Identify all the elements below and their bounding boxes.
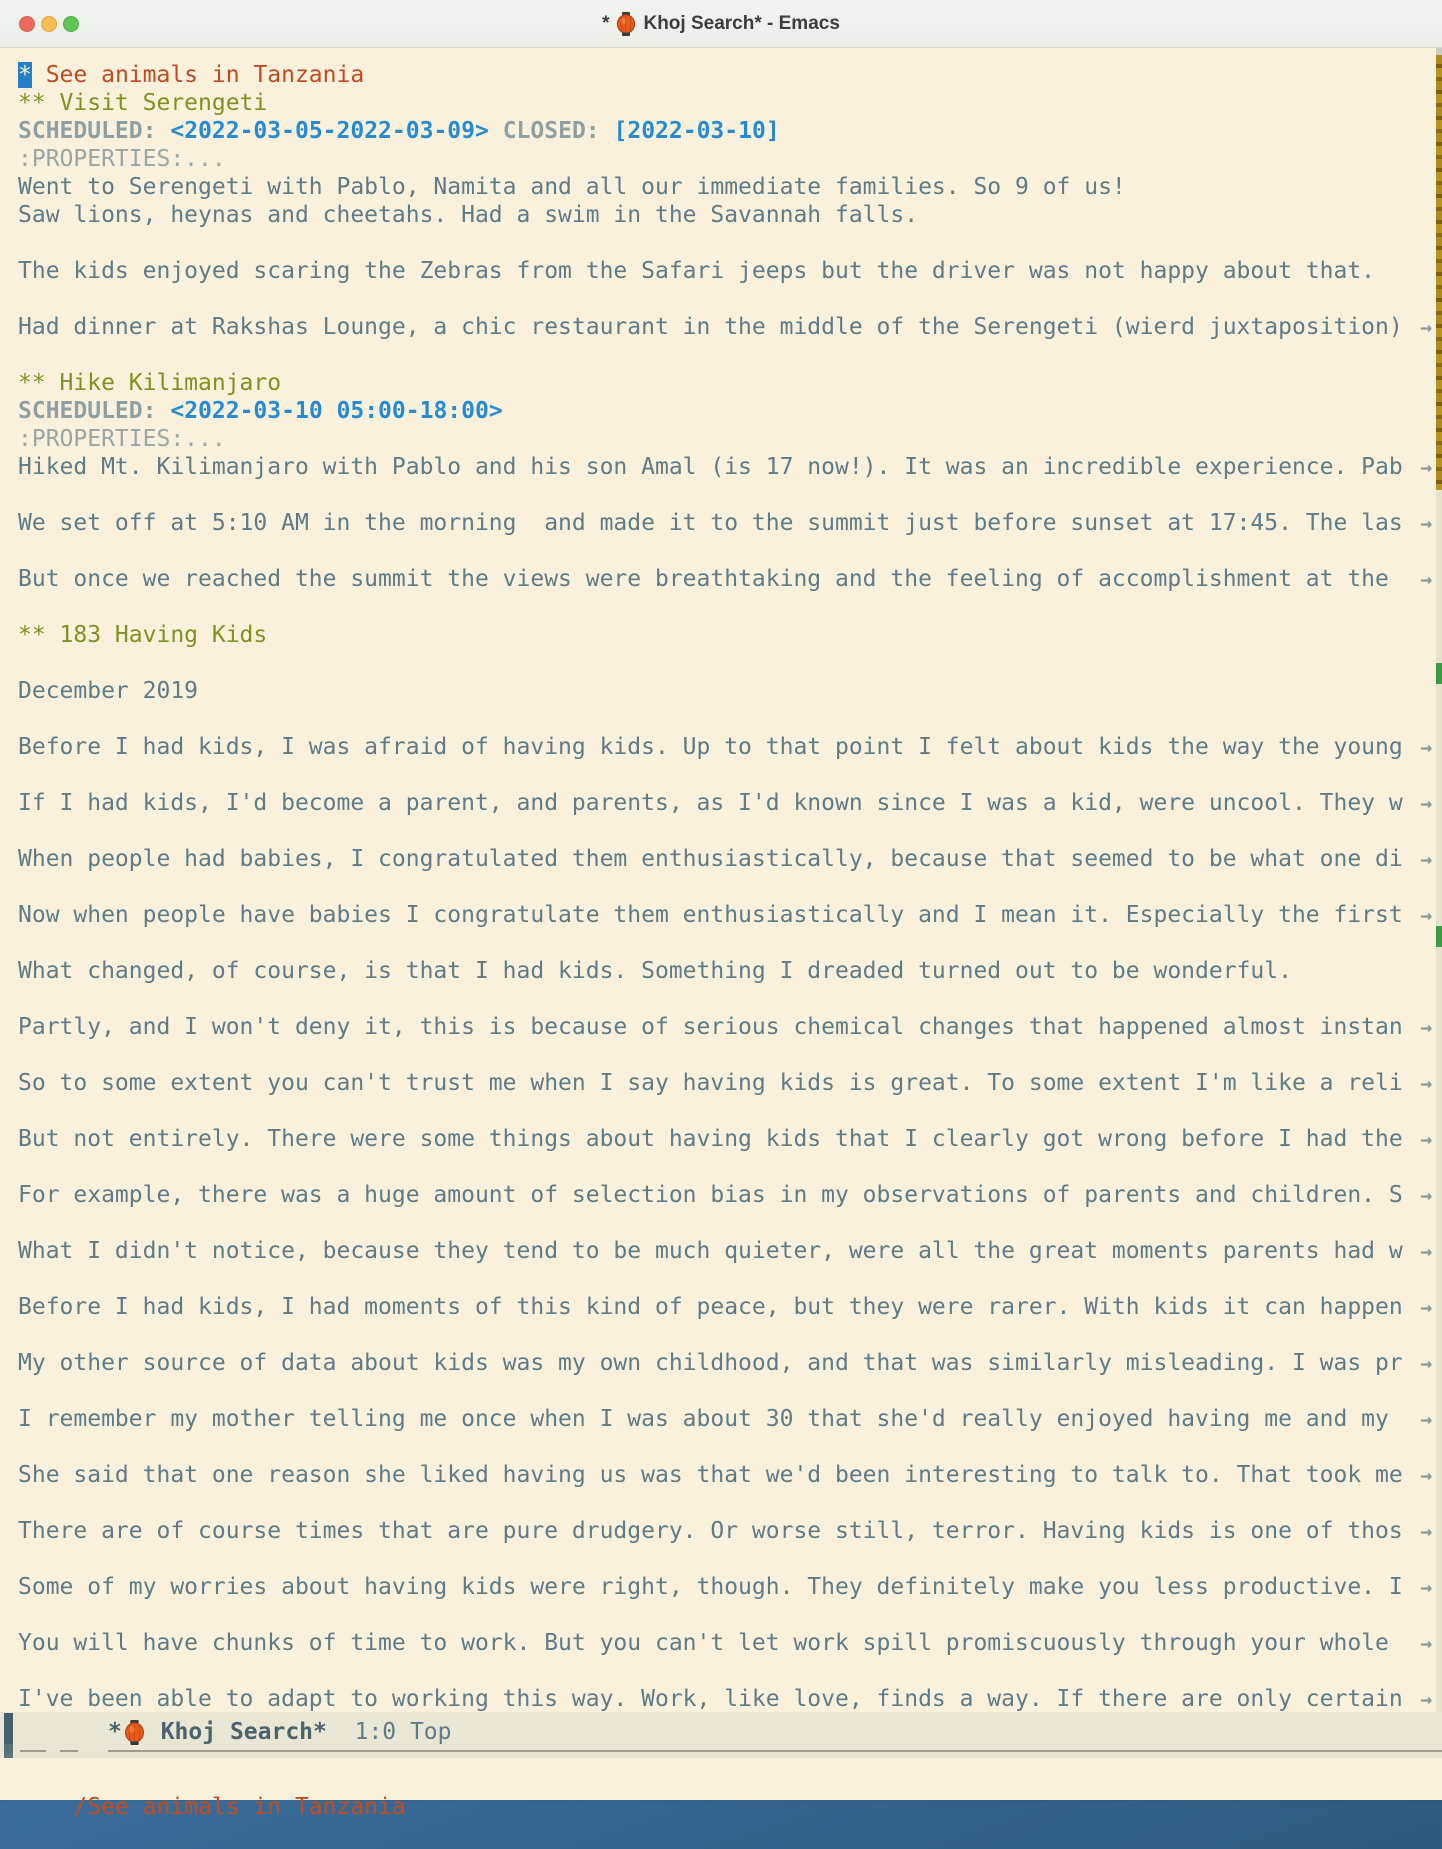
buffer-line: There are of course times that are pure drudgery. Or worse still, terror. Having kids is one of thos → <box>18 1518 1432 1544</box>
text-cursor: * <box>18 62 32 88</box>
modeline-buffer-name[interactable]: * Khoj Search* <box>108 1719 327 1745</box>
modeline-position[interactable]: 1:0 Top <box>326 1719 452 1745</box>
truncation-arrow-icon: → <box>1419 1127 1432 1151</box>
minimize-button[interactable] <box>41 16 57 32</box>
truncation-arrow-icon: → <box>1419 1575 1432 1599</box>
minibuffer[interactable] <box>0 1758 1442 1820</box>
truncation-arrow-icon: → <box>1419 1407 1432 1431</box>
buffer-line: She said that one reason she liked having us was that we'd been interesting to talk to. That took me → <box>18 1462 1432 1488</box>
buffer-line <box>18 1265 1442 1293</box>
buffer-line <box>18 1041 1442 1069</box>
close-button[interactable] <box>19 16 35 32</box>
truncation-arrow-icon: → <box>1419 315 1432 339</box>
buffer-line: We set off at 5:10 AM in the morning and made it to the summit just before sunset at 17:45. The las → <box>18 510 1432 536</box>
buffer-line: What changed, of course, is that I had kids. Something I dreaded turned out to be wonderful. <box>18 958 1292 984</box>
truncation-arrow-icon: → <box>1419 1463 1432 1487</box>
truncation-arrow-icon: → <box>1419 1071 1432 1095</box>
buffer-line: ** 183 Having Kids <box>18 622 268 648</box>
buffer-line <box>18 761 1442 789</box>
truncation-arrow-icon: → <box>1419 903 1432 927</box>
buffer-line <box>18 705 1442 733</box>
truncation-arrow-icon: → <box>1419 1351 1432 1375</box>
truncation-arrow-icon: → <box>1419 511 1432 535</box>
buffer-line <box>18 1433 1442 1461</box>
truncation-arrow-icon: → <box>1419 1295 1432 1319</box>
modeline-underline <box>20 1750 46 1752</box>
truncation-arrow-icon: → <box>1419 847 1432 871</box>
truncation-arrow-icon: → <box>1419 735 1432 759</box>
strip-green-mark <box>1436 926 1442 947</box>
buffer-line <box>18 229 1442 257</box>
buffer-line <box>18 649 1442 677</box>
truncation-arrow-icon: → <box>1419 1239 1432 1263</box>
buffer-line: Before I had kids, I was afraid of having kids. Up to that point I felt about kids the way the young → <box>18 734 1432 760</box>
strip-cap <box>1436 48 1442 55</box>
truncation-arrow-icon: → <box>1419 455 1432 479</box>
buffer-line: I've been able to adapt to working this way. Work, like love, finds a way. If there are only certain → <box>18 1686 1432 1712</box>
title-suffix: Khoj Search* - Emacs <box>643 12 840 34</box>
buffer-line: But not entirely. There were some things about having kids that I clearly got wrong before I had the → <box>18 1126 1432 1152</box>
buffer-line: The kids enjoyed scaring the Zebras from the Safari jeeps but the driver was not happy about that. <box>18 258 1376 284</box>
buffer-line: :PROPERTIES:... <box>18 146 226 172</box>
buffer-line <box>18 537 1442 565</box>
truncation-arrow-icon: → <box>1419 791 1432 815</box>
buffer-line <box>18 481 1442 509</box>
buffer-line <box>18 1657 1442 1685</box>
buffer-line: If I had kids, I'd become a parent, and parents, as I'd known since I was a kid, were uncool. They w → <box>18 790 1432 816</box>
buffer-line: ** Visit Serengeti <box>18 90 268 116</box>
truncation-arrow-icon: → <box>1419 1631 1432 1655</box>
buffer-line: You will have chunks of time to work. But you can't let work spill promiscuously through your whole → <box>18 1630 1432 1656</box>
buffer-line: SCHEDULED: <2022-03-10 05:00-18:00> <box>18 398 503 424</box>
traffic-lights <box>19 16 79 32</box>
buffer-line <box>18 817 1442 845</box>
buffer-line: So to some extent you can't trust me when I say having kids is great. To some extent I'm like a reli → <box>18 1070 1432 1096</box>
modeline-left-indicator <box>4 1713 13 1753</box>
buffer-line: Saw lions, heynas and cheetahs. Had a swim in the Savannah falls. <box>18 202 919 228</box>
buffer-line: Hiked Mt. Kilimanjaro with Pablo and his son Amal (is 17 now!). It was an incredible experience. Pab → <box>18 454 1432 480</box>
buffer-line <box>18 1601 1442 1629</box>
buffer-line: But once we reached the summit the views were breathtaking and the feeling of accomplishment at the → <box>18 566 1432 592</box>
modeline[interactable] <box>0 1712 1442 1758</box>
buffer-line: SCHEDULED: <2022-03-05-2022-03-09> CLOSED: [2022-03-10] <box>18 118 780 144</box>
strip-scroll-thumb <box>1436 55 1442 490</box>
buffer-line: Before I had kids, I had moments of this kind of peace, but they were rarer. With kids it can happen → <box>18 1294 1432 1320</box>
buffer-line <box>18 1209 1442 1237</box>
buffer-line: Some of my worries about having kids were right, though. They definitely make you less productive. I → <box>18 1574 1432 1600</box>
buffer-line: For example, there was a huge amount of selection bias in my observations of parents and children. S → <box>18 1182 1432 1208</box>
buffer-line: Partly, and I won't deny it, this is because of serious chemical changes that happened almost instan → <box>18 1014 1432 1040</box>
truncation-arrow-icon: → <box>1419 567 1432 591</box>
modeline-underline <box>60 1750 78 1752</box>
truncation-arrow-icon: → <box>1419 1519 1432 1543</box>
buffer-line: Went to Serengeti with Pablo, Namita and all our immediate families. So 9 of us! <box>18 174 1126 200</box>
buffer-line: :PROPERTIES:... <box>18 426 226 452</box>
buffer-line <box>18 1545 1442 1573</box>
buffer-lines <box>18 61 1442 1713</box>
buffer-line <box>18 1153 1442 1181</box>
zoom-button[interactable] <box>63 16 79 32</box>
buffer-line: * See animals in Tanzania <box>18 62 365 88</box>
buffer-line <box>18 1321 1442 1349</box>
minibuffer-search-query[interactable]: /See animals in Tanzania <box>73 1794 406 1820</box>
org-buffer[interactable] <box>0 48 1442 1712</box>
right-edge-strip <box>1436 48 1442 1712</box>
buffer-line: My other source of data about kids was my own childhood, and that was similarly misleading. I was pr → <box>18 1350 1432 1376</box>
truncation-arrow-icon: → <box>1419 1015 1432 1039</box>
buffer-line <box>18 929 1442 957</box>
buffer-line <box>18 593 1442 621</box>
truncation-arrow-icon: → <box>1419 1687 1432 1711</box>
buffer-line: Had dinner at Rakshas Lounge, a chic restaurant in the middle of the Serengeti (wierd juxtaposition) → <box>18 314 1432 340</box>
strip-green-mark <box>1436 663 1442 684</box>
title-prefix: * <box>602 12 610 34</box>
buffer-line: When people had babies, I congratulated them enthusiastically, because that seemed to be what one di → <box>18 846 1432 872</box>
buffer-line: ** Hike Kilimanjaro <box>18 370 282 396</box>
titlebar <box>0 0 1442 48</box>
buffer-line <box>18 985 1442 1013</box>
truncation-arrow-icon: → <box>1419 1183 1432 1207</box>
buffer-line <box>18 1489 1442 1517</box>
buffer-line <box>18 341 1442 369</box>
buffer-line <box>18 1097 1442 1125</box>
buffer-line: Now when people have babies I congratulate them enthusiastically and I mean it. Especially the first → <box>18 902 1432 928</box>
buffer-line <box>18 1377 1442 1405</box>
buffer-line: What I didn't notice, because they tend to be much quieter, were all the great moments parents had w → <box>18 1238 1432 1264</box>
buffer-line <box>18 873 1442 901</box>
buffer-line: December 2019 <box>18 678 199 704</box>
buffer-line <box>18 285 1442 313</box>
khoj-lantern-icon <box>616 12 636 36</box>
window-title <box>602 12 840 36</box>
khoj-lantern-icon <box>124 1720 145 1745</box>
buffer-line: I remember my mother telling me once when I was about 30 that she'd really enjoyed having me and my → <box>18 1406 1432 1432</box>
